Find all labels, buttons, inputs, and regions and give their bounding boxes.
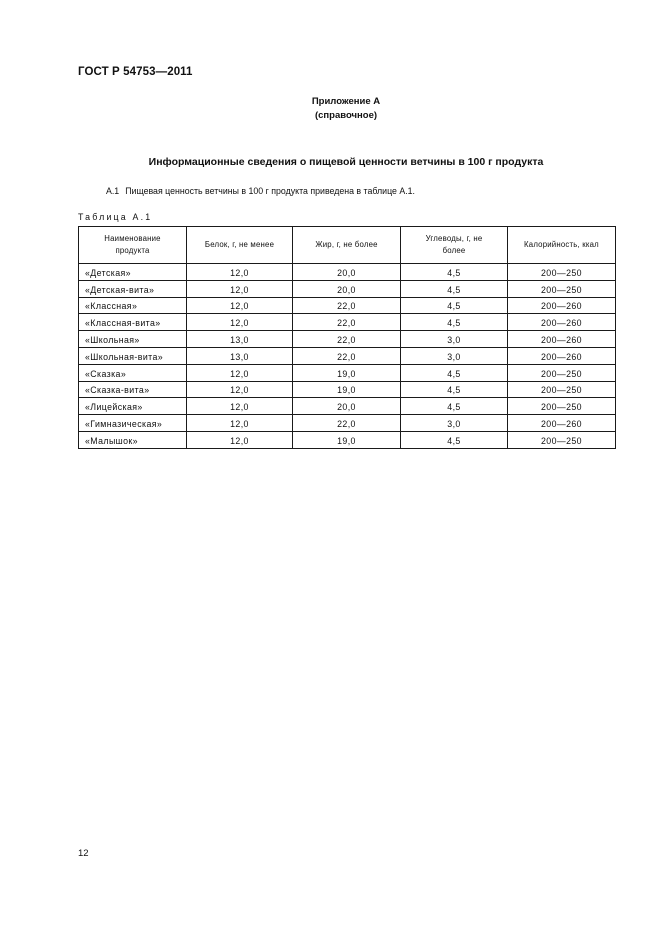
protein-cell: 12,0 bbox=[187, 314, 293, 331]
protein-cell: 12,0 bbox=[187, 431, 293, 448]
product-name-cell: «Детская-вита» bbox=[79, 280, 187, 297]
fat-cell: 19,0 bbox=[293, 431, 401, 448]
table-row bbox=[79, 364, 616, 381]
calories-cell: 200—260 bbox=[508, 331, 616, 348]
table-row bbox=[79, 381, 616, 398]
calories-cell: 200—250 bbox=[508, 398, 616, 415]
protein-cell: 12,0 bbox=[187, 415, 293, 432]
protein-cell: 12,0 bbox=[187, 381, 293, 398]
calories-cell: 200—250 bbox=[508, 381, 616, 398]
calories-cell: 200—260 bbox=[508, 347, 616, 364]
annex-title: Приложение А bbox=[311, 96, 381, 107]
clause-number: А.1 bbox=[106, 186, 120, 196]
table-row bbox=[79, 264, 616, 281]
carbs-cell: 3,0 bbox=[401, 331, 508, 348]
product-name-cell: «Сказка-вита» bbox=[79, 381, 187, 398]
table-label: Таблица А.1 bbox=[78, 212, 153, 222]
column-header-protein: Белок, г, не менее bbox=[187, 227, 293, 264]
fat-cell: 20,0 bbox=[293, 398, 401, 415]
fat-cell: 22,0 bbox=[293, 331, 401, 348]
product-name-cell: «Сказка» bbox=[79, 364, 187, 381]
table-body bbox=[79, 264, 616, 449]
table-row bbox=[79, 398, 616, 415]
calories-cell: 200—250 bbox=[508, 431, 616, 448]
product-name-cell: «Школьная-вита» bbox=[79, 347, 187, 364]
calories-cell: 200—260 bbox=[508, 415, 616, 432]
protein-cell: 12,0 bbox=[187, 364, 293, 381]
column-header-calories: Калорийность, ккал bbox=[508, 227, 616, 264]
calories-cell: 200—250 bbox=[508, 280, 616, 297]
section-heading: Информационные сведения о пищевой ценности ветчины в 100 г продукта bbox=[148, 156, 544, 168]
table-header-row bbox=[79, 227, 616, 264]
calories-cell: 200—250 bbox=[508, 364, 616, 381]
nutrition-table bbox=[78, 226, 616, 449]
fat-cell: 22,0 bbox=[293, 415, 401, 432]
column-header-fat: Жир, г, не более bbox=[293, 227, 401, 264]
product-name-cell: «Классная» bbox=[79, 297, 187, 314]
fat-cell: 19,0 bbox=[293, 381, 401, 398]
calories-cell: 200—260 bbox=[508, 297, 616, 314]
fat-cell: 22,0 bbox=[293, 297, 401, 314]
product-name-cell: «Лицейская» bbox=[79, 398, 187, 415]
clause-text: Пищевая ценность ветчины в 100 г продукта приведена в таблице А.1. bbox=[125, 186, 415, 196]
product-name-cell: «Гимназическая» bbox=[79, 415, 187, 432]
column-header-product: Наименование продукта bbox=[79, 227, 187, 264]
carbs-cell: 4,5 bbox=[401, 431, 508, 448]
carbs-cell: 3,0 bbox=[401, 415, 508, 432]
table-row bbox=[79, 297, 616, 314]
product-name-cell: «Малышок» bbox=[79, 431, 187, 448]
table-row bbox=[79, 347, 616, 364]
protein-cell: 12,0 bbox=[187, 280, 293, 297]
fat-cell: 20,0 bbox=[293, 280, 401, 297]
carbs-cell: 4,5 bbox=[401, 364, 508, 381]
page-number: 12 bbox=[78, 848, 89, 859]
annex-subtitle: (справочное) bbox=[314, 110, 378, 121]
product-name-cell: «Детская» bbox=[79, 264, 187, 281]
carbs-cell: 4,5 bbox=[401, 264, 508, 281]
column-header-carbs: Углеводы, г, не более bbox=[401, 227, 508, 264]
carbs-cell: 4,5 bbox=[401, 297, 508, 314]
protein-cell: 12,0 bbox=[187, 398, 293, 415]
product-name-cell: «Школьная» bbox=[79, 331, 187, 348]
standard-code: ГОСТ Р 54753—2011 bbox=[78, 66, 193, 78]
fat-cell: 19,0 bbox=[293, 364, 401, 381]
clause-a1 bbox=[106, 186, 415, 196]
carbs-cell: 4,5 bbox=[401, 280, 508, 297]
fat-cell: 20,0 bbox=[293, 264, 401, 281]
table-row bbox=[79, 415, 616, 432]
table-row bbox=[79, 331, 616, 348]
protein-cell: 13,0 bbox=[187, 347, 293, 364]
protein-cell: 12,0 bbox=[187, 264, 293, 281]
protein-cell: 13,0 bbox=[187, 331, 293, 348]
carbs-cell: 4,5 bbox=[401, 381, 508, 398]
fat-cell: 22,0 bbox=[293, 347, 401, 364]
protein-cell: 12,0 bbox=[187, 297, 293, 314]
calories-cell: 200—250 bbox=[508, 264, 616, 281]
carbs-cell: 3,0 bbox=[401, 347, 508, 364]
carbs-cell: 4,5 bbox=[401, 314, 508, 331]
product-name-cell: «Классная-вита» bbox=[79, 314, 187, 331]
fat-cell: 22,0 bbox=[293, 314, 401, 331]
carbs-cell: 4,5 bbox=[401, 398, 508, 415]
table-row bbox=[79, 314, 616, 331]
calories-cell: 200—260 bbox=[508, 314, 616, 331]
table-row bbox=[79, 431, 616, 448]
table-row bbox=[79, 280, 616, 297]
